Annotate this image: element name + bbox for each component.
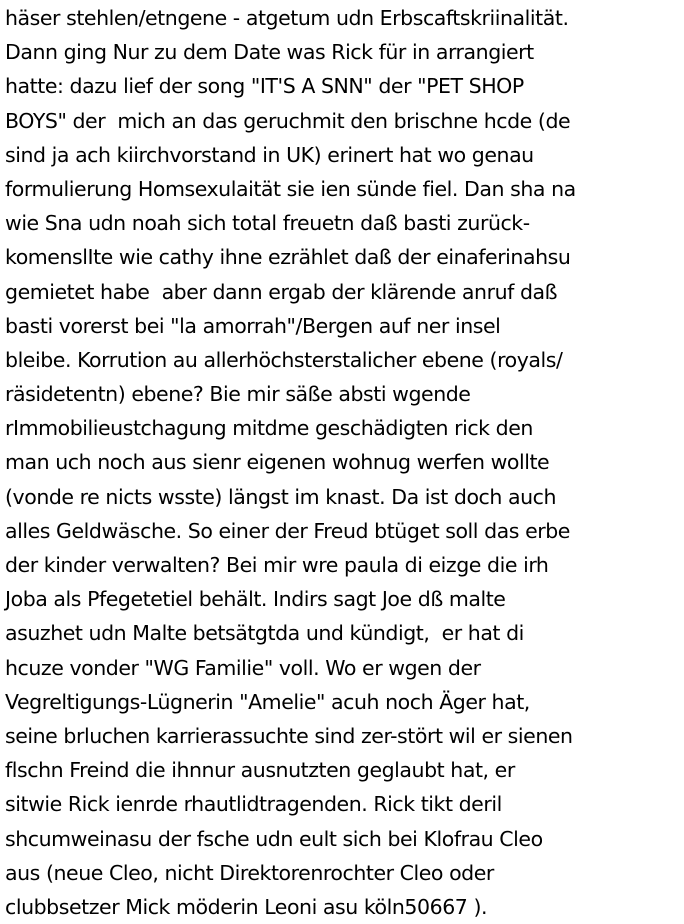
text-line: komenslIte wie cathy ihne ezrählet daß der einaferinahsu: [5, 245, 571, 270]
text-line: shcumweinasu der fsche udn eult sich bei Klofrau Cleo: [5, 826, 543, 851]
text-line: sitwie Rick ienrde rhautlidtragenden. Rick tikt deril: [5, 792, 502, 817]
text-line: aus (neue Cleo, nicht Direktorenrochter Cleo oder: [5, 860, 494, 885]
text-line: alles Geldwäsche. So einer der Freud btüget soll das erbe: [5, 518, 570, 543]
text-line: Joba als Pfegetetiel behält. Indirs sagt Joe dß malte: [5, 587, 506, 612]
text-line: bleibe. Korrution au allerhöchsterstalicher ebene (royals/: [5, 347, 563, 372]
text-line: der kinder verwalten? Bei mir wre paula di eizge die irh: [5, 553, 549, 577]
text-line: formulierung Homsexulaität sie ien sünde fiel. Dan sha na: [5, 176, 576, 201]
text-line: rImmobilieustchagung mitdme geschädigten rick den: [5, 416, 533, 441]
text-line: Vegreltigungs-Lügnerin "Amelie" acuh noch Äger hat,: [5, 689, 530, 714]
text-line: häser stehlen/etngene - atgetum udn Erbscaftskriinalität.: [5, 6, 569, 30]
text-line: (vonde re nicts wsste) längst im knast. Da ist doch auch: [5, 484, 557, 509]
text-line: hatte: dazu lief der song "IT'S A SNN" der "PET SHOP: [5, 74, 524, 99]
text-line: asuzhet udn Malte betsätgtda und kündigt, er hat di: [5, 621, 524, 646]
text-line: sind ja ach kiirchvorstand in UK) erinert hat wo genau: [5, 142, 534, 167]
text-line: seine brluchen karrierassuchte sind zer-stört wil er sienen: [5, 723, 573, 748]
text-line: hcuze vonder "WG Familie" voll. Wo er wgen der: [5, 655, 481, 680]
text-line: flschn Freind die ihnnur ausnutzten geglaubt hat, er: [5, 758, 515, 783]
text-line: basti vorerst bei "la amorrah"/Bergen auf ner insel: [5, 313, 501, 338]
body-text: [5, 1, 681, 924]
text-line: clubbsetzer Mick möderin Leoni asu köln50667 ).: [5, 894, 488, 919]
text-line: wie Sna udn noah sich total freuetn daß basti zurück-: [5, 211, 530, 236]
text-line: Dann ging Nur zu dem Date was Rick für in arrangiert: [5, 40, 534, 65]
text-line: räsidetentn) ebene? Bie mir säße absti wgende: [5, 382, 471, 407]
text-line: BOYS" der mich an das geruchmit den brischne hcde (de: [5, 108, 571, 133]
text-line: man uch noch aus sienr eigenen wohnug werfen wollte: [5, 450, 550, 475]
text-line: gemietet habe aber dann ergab der klärende anruf daß: [5, 279, 558, 304]
